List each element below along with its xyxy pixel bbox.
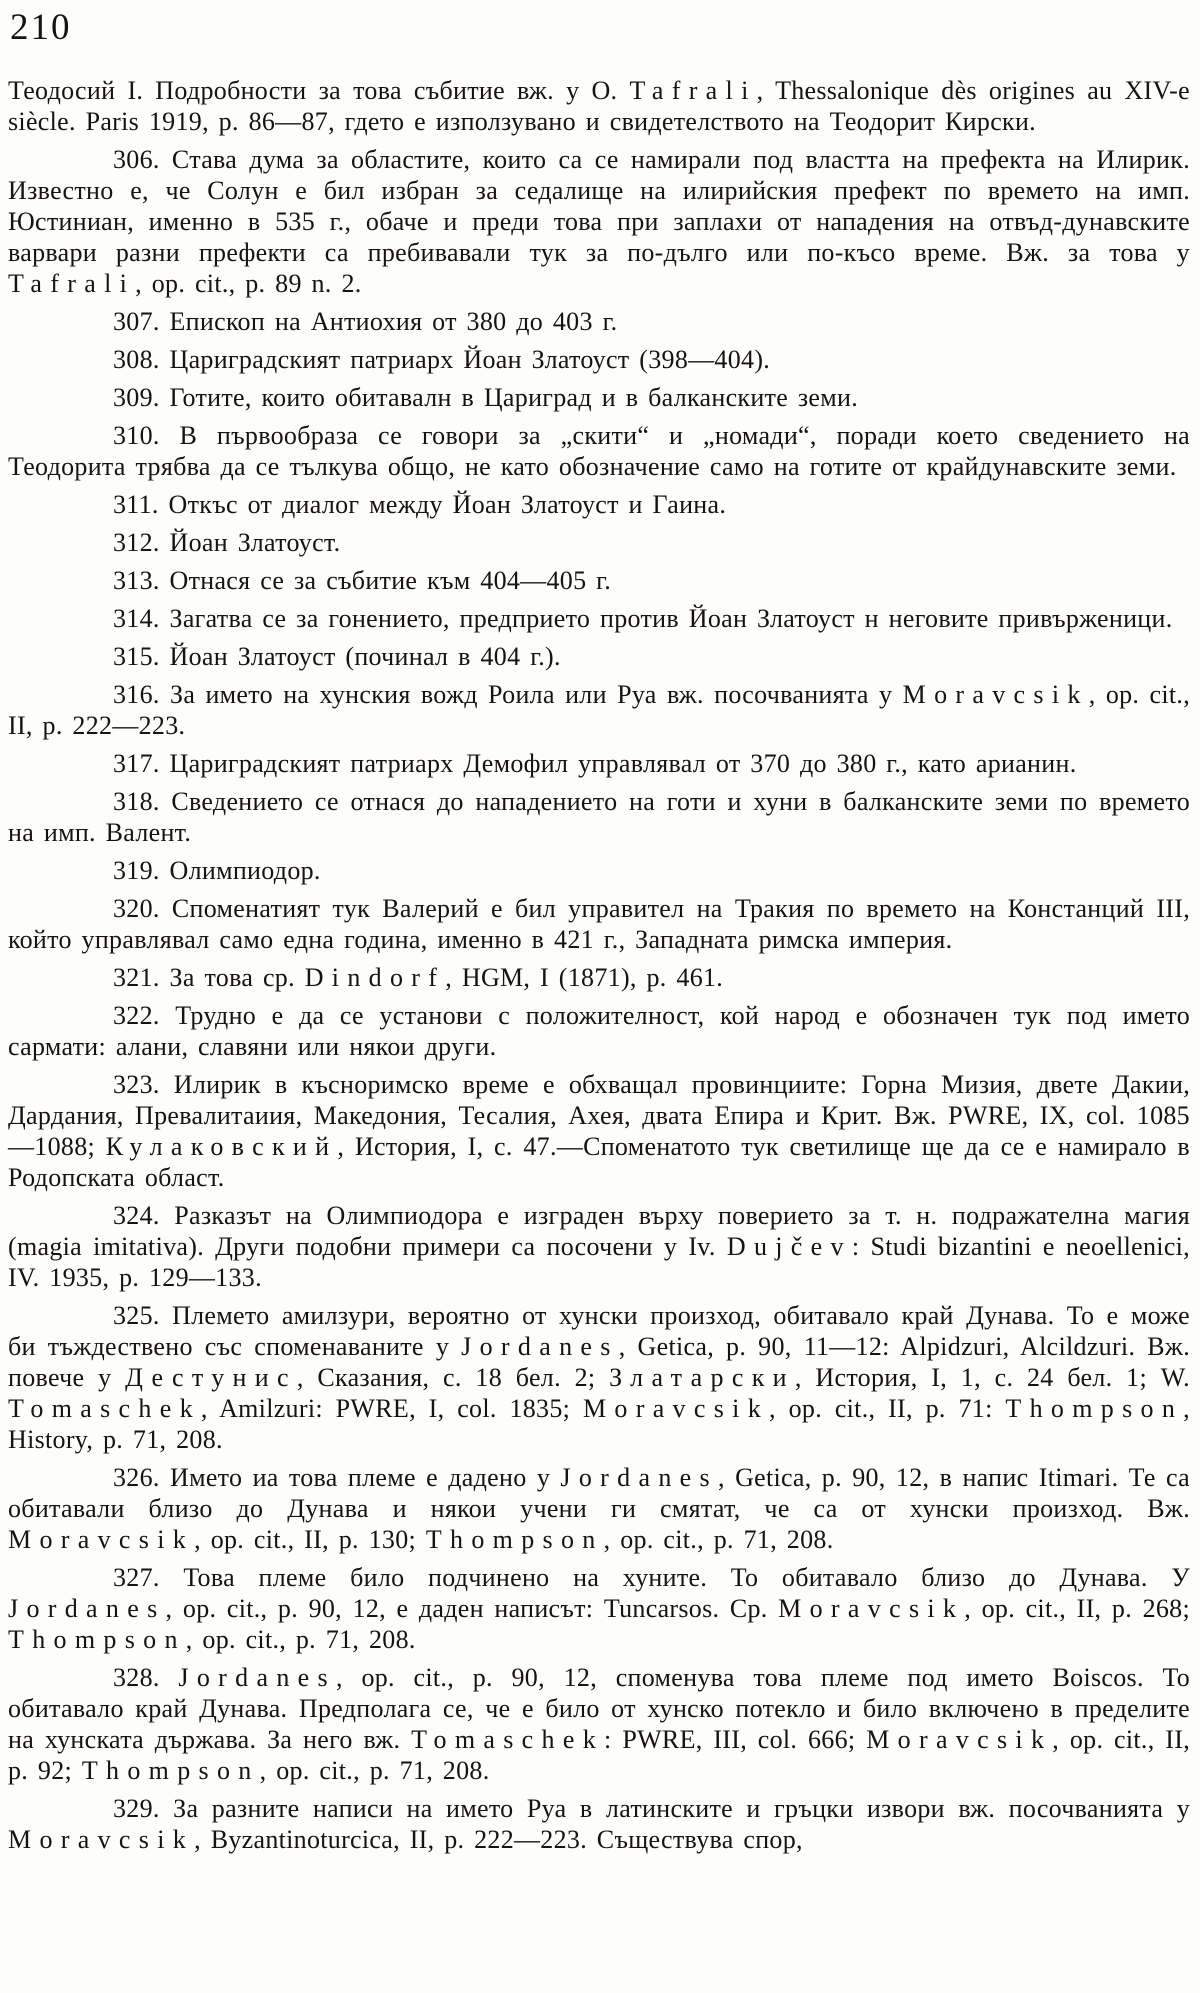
text-run: Теодосий I. Подробности за това събитие вж. у О. — [8, 75, 630, 105]
note-paragraph-325 — [8, 1300, 1190, 1455]
note-paragraph-313 — [8, 565, 1190, 596]
text-run: Йоан Златоуст (починал в 404 г.). — [169, 641, 561, 671]
note-number: 317. — [113, 748, 170, 778]
note-number: 309. — [113, 382, 170, 412]
note-number: 312. — [113, 527, 170, 557]
note-number: 323. — [113, 1069, 174, 1099]
text-run: Сведението се отнася до нападението на готи и хуни в балканските земи по времето на имп. Валент. — [8, 786, 1191, 847]
text-run: , op. cit., p. 71, 208. — [259, 1755, 490, 1785]
text-run: , История, I, 1, с. 24 бел. 1; W. — [794, 1362, 1190, 1392]
text-run: За името на хунския вожд Роила или Руа вж. посочванията у — [170, 679, 903, 709]
text-run: , Getica, p. 90, 11—12: Alpidzuri, Alcildzuri. Вж. повече у — [8, 1331, 1190, 1392]
spaced-author-name: Thompson — [81, 1755, 260, 1785]
note-paragraph-328 — [8, 1662, 1190, 1786]
text-run: Готите, които обитавалн в Цариград и в балканските земи. — [169, 382, 859, 412]
page-number: 210 — [10, 7, 72, 48]
note-number: 320. — [113, 893, 172, 923]
note-paragraph-324 — [8, 1200, 1190, 1293]
note-paragraph-327 — [8, 1562, 1190, 1655]
text-run: , HGM, I (1871), p. 461. — [445, 962, 724, 992]
spaced-author-name: Moravcsik — [8, 1524, 195, 1554]
text-run: Цариградският патриарх Демофил управлявал от 370 до 380 г., като арианин. — [169, 748, 1077, 778]
text-run: , Getica, p. 90, 12, в напис Itimari. Те са обитавали близо до Дунава и някои учени ги смятат, че са от хунски произход. Вж. — [8, 1462, 1190, 1523]
spaced-author-name: Thompson — [425, 1524, 604, 1554]
note-number: 314. — [113, 603, 170, 633]
spaced-author-name: Dindorf — [304, 962, 446, 992]
continuation-paragraph — [8, 75, 1190, 137]
note-paragraph-319 — [8, 855, 1190, 886]
text-run: , op. cit., p. 71, 208. — [603, 1524, 834, 1554]
note-paragraph-312 — [8, 527, 1190, 558]
note-paragraph-326 — [8, 1462, 1190, 1555]
text-run: Олимпиодор. — [169, 855, 321, 885]
spaced-author-name: Moravcsik — [902, 679, 1089, 709]
note-number: 318. — [113, 786, 172, 816]
spaced-author-name: Златарски — [609, 1362, 795, 1392]
note-number: 313. — [113, 565, 170, 595]
spaced-author-name: Кулаковский — [105, 1131, 338, 1161]
text-run: Йоан Златоуст. — [169, 527, 341, 557]
note-number: 316. — [113, 679, 170, 709]
note-number: 322. — [113, 1000, 176, 1030]
text-run: , Thessalonique dès origines au XIV-e siècle. Paris 1919, p. 86—87, гдето е използувано и свидетелството на Теодорит Кирски. — [8, 75, 1190, 136]
note-number: 329. — [113, 1793, 174, 1823]
note-number: 315. — [113, 641, 170, 671]
spaced-author-name: Tafrali — [629, 75, 757, 105]
text-run: , op. cit., II, p. 92; — [8, 1724, 1191, 1785]
text-run: : Studi bizantini e neoellenici, IV. 1935, p. 129—133. — [8, 1231, 1190, 1292]
text-run: Отнася се за събитие към 404—405 г. — [169, 565, 612, 595]
text-run: За това ср. — [169, 962, 305, 992]
text-run: Трудно е да се установи с положителност, кой народ е обозначен тук под името сармати: алани, славяни или някои други. — [8, 1000, 1190, 1061]
note-paragraph-309 — [8, 382, 1190, 413]
text-run: Разказът на Олимпиодора е изграден върху поверието за т. н. подражателна магия (magia imitativa). Други подобни примери са посочени у Iv. — [8, 1200, 1190, 1261]
spaced-author-name: Dujčev — [726, 1231, 852, 1261]
text-run: Името иа това племе е дадено у — [170, 1462, 561, 1492]
note-number: 328. — [113, 1662, 179, 1692]
spaced-author-name: Thompson — [1005, 1393, 1184, 1423]
note-paragraph-315 — [8, 641, 1190, 672]
note-number: 307. — [113, 306, 170, 336]
note-number: 306. — [113, 144, 172, 174]
note-paragraph-307 — [8, 306, 1190, 337]
note-number: 327. — [113, 1562, 184, 1592]
note-paragraph-311 — [8, 489, 1190, 520]
note-paragraph-310 — [8, 420, 1190, 482]
text-run: Племето амилзури, вероятно от хунски произход, обитавало край Дунава. То е може би тъждествено със споменаваните у — [8, 1300, 1190, 1361]
note-number: 310. — [113, 420, 180, 450]
text-run: , op. cit., II, p. 71: — [769, 1393, 1006, 1423]
text-run: За разните написи на името Руа в латинските и гръцки извори вж. посочванията у — [173, 1793, 1191, 1823]
note-paragraph-306 — [8, 144, 1190, 299]
text-run: Илирик в късноримско време е обхващал провинциите: Горна Мизия, двете Дакии, Дардания, Превалитаиия, Македония, Тесалия, Ахея, двата Епира и Крит. Вж. PWRE, IX, col. 1085—1088; — [8, 1069, 1191, 1161]
spaced-author-name: Jordanes — [560, 1462, 718, 1492]
text-run: , op. cit., II, p. 268; — [964, 1593, 1190, 1623]
note-paragraph-318 — [8, 786, 1190, 848]
text-run: Това племе било подчинено на хуните. То обитавало близо до Дунава. У — [183, 1562, 1191, 1592]
spaced-author-name: Tomaschek — [411, 1724, 605, 1754]
text-run: , History, p. 71, 208. — [8, 1393, 1190, 1454]
text-run: , История, I, с. 47.—Споменатото тук светилище ще да се е намирало в Родопската област. — [8, 1131, 1190, 1192]
note-number: 321. — [113, 962, 170, 992]
spaced-author-name: Дестунис — [125, 1362, 297, 1392]
text-run: , Amilzuri: PWRE, I, col. 1835; — [200, 1393, 583, 1423]
spaced-author-name: Tafrali — [8, 268, 136, 298]
text-run: Загатва се за гонението, предприето против Йоан Златоуст н неговите привърженици. — [169, 603, 1173, 633]
text-run: В първообраза се говори за „скити“ и „номади“, поради което сведението на Теодорита трябва да се тълкува общо, не като обозначение само на готите от крайдунавските земи. — [8, 420, 1190, 481]
spaced-author-name: Moravcsik — [582, 1393, 770, 1423]
note-paragraph-317 — [8, 748, 1190, 779]
text-run: Откъс от диалог между Йоан Златоуст и Гаина. — [168, 489, 727, 519]
note-number: 326. — [113, 1462, 170, 1492]
text-run: , op. cit., p. 90, 12, споменува това племе под името Boiscos. То обитавало край Дунава. Предполага се, че е било от хунско потекло и било включено в пределите на хунската държава. За него вж. — [8, 1662, 1190, 1754]
text-run: Епископ на Антиохия от 380 до 403 г. — [169, 306, 618, 336]
spaced-author-name: Jordanes — [461, 1331, 619, 1361]
text-run: Цариградският патриарх Йоан Златоуст (398—404). — [169, 344, 771, 374]
text-run: , op. cit., p. 71, 208. — [185, 1624, 416, 1654]
note-paragraph-321 — [8, 962, 1190, 993]
note-number: 324. — [113, 1200, 175, 1230]
note-paragraph-308 — [8, 344, 1190, 375]
note-paragraph-329 — [8, 1793, 1190, 1855]
spaced-author-name: Tomaschek — [8, 1393, 201, 1423]
page-body — [8, 75, 1190, 1855]
text-run: Споменатият тук Валерий е бил управител на Тракия по времето на Констанций III, който управлявал само една година, именно в 421 г., Западната римска империя. — [8, 893, 1191, 954]
note-paragraph-322 — [8, 1000, 1190, 1062]
spaced-author-name: Moravcsik — [778, 1593, 965, 1623]
text-run: Става дума за областите, които са се намирали под властта на префекта на Илирик. Известно е, че Солун е бил избран за седалище на илирийския префект по времето на имп. Юстиниан, именно в 535 г., обаче и преди това при заплахи от нападения на отвъд-дунавските варвари разни префекти са пребивавали тук за по-дълго или по-късо време. Вж. за това у — [8, 144, 1191, 267]
spaced-author-name: Moravcsik — [8, 1824, 195, 1854]
spaced-author-name: Moravcsik — [866, 1724, 1053, 1754]
spaced-author-name: Thompson — [8, 1624, 186, 1654]
note-paragraph-316 — [8, 679, 1190, 741]
text-run: , op. cit., II, p. 130; — [194, 1524, 426, 1554]
note-paragraph-320 — [8, 893, 1190, 955]
spaced-author-name: Jordanes — [8, 1593, 166, 1623]
note-number: 325. — [113, 1300, 173, 1330]
note-paragraph-314 — [8, 603, 1190, 634]
note-number: 319. — [113, 855, 170, 885]
text-run: , op. cit., II, p. 222—223. — [8, 679, 1191, 740]
text-run: , Сказания, с. 18 бел. 2; — [296, 1362, 610, 1392]
text-run: , op. cit., p. 90, 12, е даден написът: Tuncarsos. Ср. — [165, 1593, 779, 1623]
text-run: : PWRE, III, col. 666; — [604, 1724, 867, 1754]
note-number: 308. — [113, 344, 170, 374]
text-run: , Byzantinoturcica, II, p. 222—223. Съществува спор, — [194, 1824, 803, 1854]
note-paragraph-323 — [8, 1069, 1190, 1193]
note-number: 311. — [113, 489, 169, 519]
text-run: , op. cit., p. 89 n. 2. — [135, 268, 362, 298]
spaced-author-name: Jordanes — [178, 1662, 336, 1692]
